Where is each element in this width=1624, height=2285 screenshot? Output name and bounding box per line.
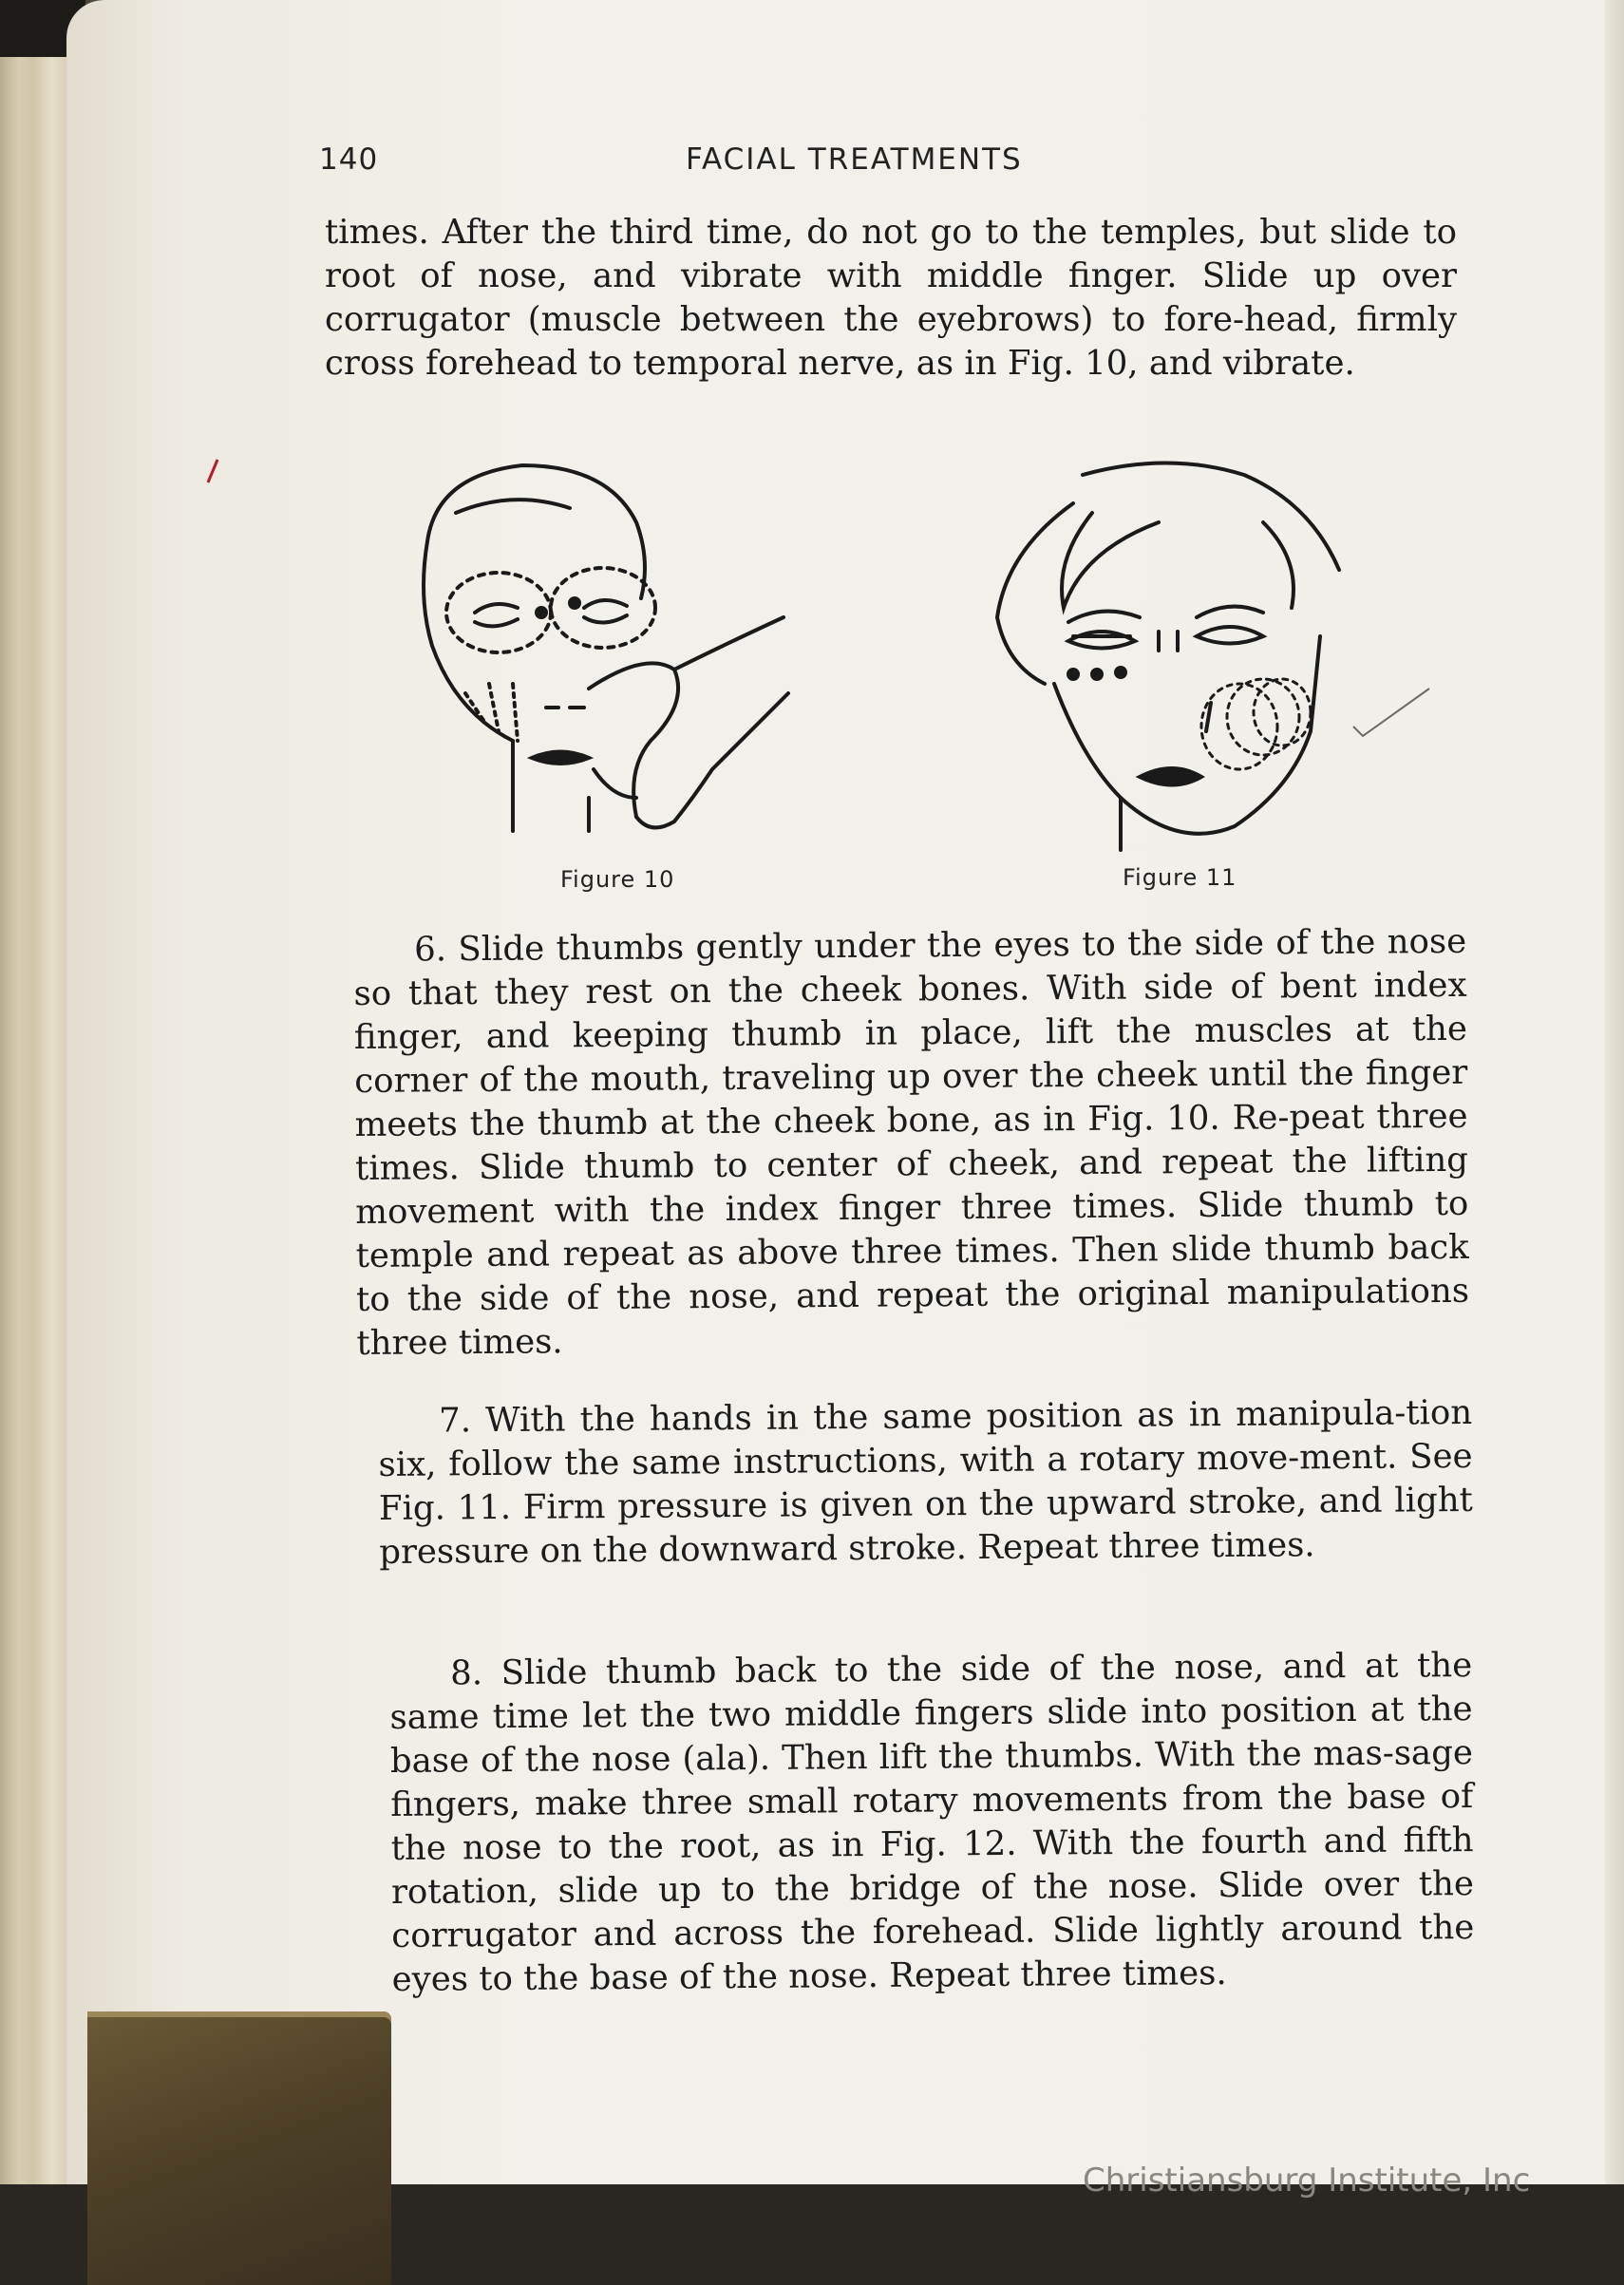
pencil-checkmark-icon (1349, 684, 1434, 741)
watermark: Christiansburg Institute, Inc (1083, 2162, 1531, 2200)
figure-10-caption: Figure 10 (560, 866, 675, 893)
step-8-text: 8. Slide thumb back to the side of the nose, and at the same time let the two middle fingers slide into position at the base of the nose (ala). Then lift the thumbs. With the mas-sage fingers, make three small rotary movements from the base of the nose to the root, as in Fig. 12. With the fourth and fifth rotation, slide up to the bridge of the nose. Slide over the corrugator and across the forehead. Slide lightly around the eyes to the base of the nose. Repeat three times. (389, 1646, 1475, 1999)
running-header (319, 142, 1459, 190)
running-title: FACIAL TREATMENTS (686, 142, 1023, 177)
step-6-paragraph (353, 920, 1470, 1366)
binder-clip (87, 2011, 391, 2285)
page-right-edge (1605, 0, 1624, 2213)
figure-10-illustration (399, 456, 836, 855)
page-number: 140 (319, 142, 379, 177)
figure-11-illustration (978, 446, 1415, 855)
intro-paragraph: times. After the third time, do not go to the temples, but slide to root of nose, and vibrate with middle finger. Slide up over corrugator (muscle between the eyebrows) to fore-head, firmly cross forehead to temporal nerve, as in Fig. 10, and vibrate. (325, 213, 1457, 383)
red-pencil-mark-icon (204, 456, 223, 484)
step-6-text: 6. Slide thumbs gently under the eyes to the side of the nose so that they rest on the cheek bones. With side of bent index finger, and keeping thumb in place, lift the muscles at the corner of the mouth, traveling up over the cheek until the finger meets the thumb at the cheek bone, as in Fig. 10. Re-peat three times. Slide thumb to center of cheek, and repeat the lifting movement with the index finger three times. Slide thumb to temple and repeat as above three times. Then slide thumb back to the side of the nose, and repeat the original manipulations three times. (353, 921, 1470, 1363)
figure-11-caption: Figure 11 (1123, 864, 1237, 891)
step-8-paragraph (389, 1644, 1475, 2002)
step-7-text: 7. With the hands in the same position as in manipula-tion six, follow the same instructions, with a rotary move-ment. See Fig. 11. Firm pressure is given on the upward stroke, and light pressure on the downward stroke. Repeat three times. (378, 1392, 1474, 1572)
step-7-paragraph (378, 1391, 1473, 1575)
